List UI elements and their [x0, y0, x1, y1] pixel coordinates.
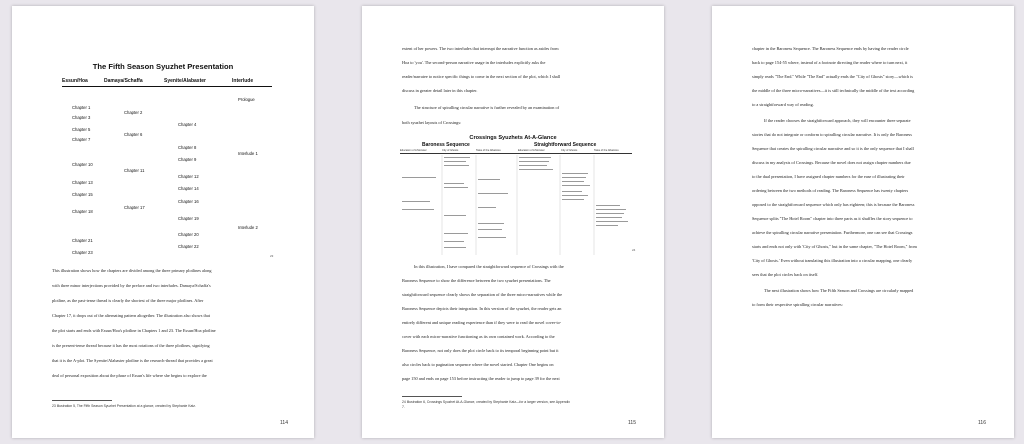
body-line: Baroness Sequence, not only does the plot circle back to its temporal beginning point but it	[402, 348, 559, 353]
body-line: reader/narratee to notice specific things to come in the next section of the plot, which I shall	[402, 74, 561, 79]
body-line: to a straightforward way of reading.	[752, 102, 814, 107]
footnote: 24 Illustration 6, Crossings Syuzhet At-A-Glance, created by Stephanie Katz—for a larger version, see Appendix	[402, 400, 570, 404]
damaya-chapter: Chapter 2	[124, 110, 143, 115]
page-number: 114	[280, 420, 288, 426]
chart-grid	[400, 155, 634, 255]
essun-chapter: Chapter 3	[72, 115, 91, 120]
col-header: Education of A Monster	[518, 149, 545, 152]
syenite-chapter: Chapter 20	[178, 232, 199, 237]
body-line: 'City of Ghosts.' Even without translating this illustration into a circular mapping, one clearly	[752, 258, 913, 263]
body-line: chapter in the Baroness Sequence. The Baroness Sequence ends by having the reader circle	[752, 46, 909, 51]
footnote-marker: 23	[270, 254, 274, 258]
col-header: Education of A Monster	[400, 149, 427, 152]
body-line: cover with each micro-narrative functioning as its own contained work. According to the	[402, 334, 555, 339]
essun-chapter: Chapter 15	[72, 192, 93, 197]
footnote-continued: 7.	[402, 405, 405, 409]
straightforward-heading: Straightforward Sequence	[534, 142, 597, 148]
interlude-entry: Interlude 2	[238, 225, 258, 230]
essun-chapter: Chapter 7	[72, 137, 91, 142]
body-line: ordering between the two methods of reading. The Baroness Sequence has twenty chapters	[752, 188, 909, 193]
col-header: Tales of the Albatross	[476, 149, 501, 152]
body-line: Hoa to 'you'. The second-person narrative usage in the interludes explicitly asks the	[402, 60, 546, 65]
body-line: The structure of spiralling circular narrative is further revealed by an examination of	[414, 105, 560, 110]
body-line: simply reads "The End." While "The End" actually ends the "City of Ghosts" story—which is	[752, 74, 913, 79]
body-line: both syuzhet layouts of Crossings:	[402, 120, 462, 125]
syenite-chapter: Chapter 14	[178, 186, 199, 191]
essun-chapter: Chapter 1	[72, 105, 91, 110]
chart-title: Crossings Syuzhets At-A-Glance	[469, 135, 557, 141]
body-line: Chapter 17, it drops out of the alternating pattern altogether. The illustration also shows that	[52, 313, 210, 318]
col-header: City of Ghosts	[561, 149, 578, 152]
essun-chapter: Chapter 10	[72, 162, 93, 167]
col-header: Damaya/Schaffa	[104, 78, 143, 84]
damaya-chapter: Chapter 17	[124, 205, 145, 210]
body-line: plotline, as the past-tense thread is clearly the shortest of the three major plotlines. After	[52, 298, 204, 303]
syenite-chapter: Chapter 16	[178, 199, 199, 204]
essun-chapter: Chapter 13	[72, 180, 93, 185]
body-line: is the present-tense thread because it has the most rotations of the three plotlines, signifying	[52, 343, 210, 348]
body-line: If the reader chooses the straightforward approach, they will encounter three separate	[764, 118, 911, 123]
body-line: stories that do not integrate or conform to spiralling circular narrative. It is only the Baroness	[752, 132, 912, 137]
essun-chapter: Chapter 18	[72, 209, 93, 214]
col-header: Essun/Hoa	[62, 78, 88, 84]
page-number: 115	[628, 420, 636, 426]
col-header: Tales of the Albatross	[594, 149, 619, 152]
damaya-chapter: Chapter 11	[124, 168, 145, 173]
body-line: Baroness Sequence depicts their integration. In this version of the syuzhet, the reader gets an	[402, 306, 562, 311]
syenite-chapter: Chapter 19	[178, 216, 199, 221]
chart-title: The Fifth Season Syuzhet Presentation	[92, 62, 234, 71]
body-line: achieve the spiralling circular narrative presentation. Furthermore, one can see that Crossings	[752, 230, 913, 235]
col-header: Syenite/Alabaster	[164, 78, 206, 84]
body-line: In this illustration, I have compared the straightforward sequence of Crossings with the	[414, 264, 564, 269]
syenite-chapter: Chapter 22	[178, 244, 199, 249]
page-116	[712, 6, 1014, 438]
body-line: discuss in my analysis of Crossings. Because the novel does not assign chapter numbers due	[752, 160, 911, 165]
syenite-chapter: Chapter 9	[178, 157, 197, 162]
interlude-entry: Interlude 1	[238, 151, 258, 156]
footnote-rule	[402, 396, 462, 397]
body-line: deal of personal exposition about the phase of Essun's life where she begins to explore the	[52, 373, 207, 378]
page-115	[362, 6, 664, 438]
body-line: to form their respective spiralling circular narratives:	[752, 302, 843, 307]
body-line: also circles back to pagination sequence where the novel started. Chapter One begins on	[402, 362, 554, 367]
footnote-marker: 24	[632, 248, 636, 252]
syenite-chapter: Chapter 8	[178, 145, 197, 150]
body-line: Sequence that creates the spiralling circular narrative and so it is the only sequence that I shall	[752, 146, 914, 151]
chart-rule	[400, 153, 632, 154]
syenite-chapter: Chapter 4	[178, 122, 197, 127]
page-114	[12, 6, 314, 438]
page-number: 116	[978, 420, 986, 426]
damaya-chapter: Chapter 6	[124, 132, 143, 137]
interlude-entry: Prologue	[238, 97, 255, 102]
body-line: extent of her powers. The two interludes that interrupt the narrative function as asides from	[402, 46, 559, 51]
body-line: straightforward sequence clearly shows the separation of the three micro-narratives while the	[402, 292, 562, 297]
essun-chapter: Chapter 23	[72, 250, 93, 255]
body-line: Baroness Sequence to show the difference between the two syuzhet presentations. The	[402, 278, 551, 283]
baroness-heading: Baroness Sequence	[422, 142, 470, 148]
essun-chapter: Chapter 5	[72, 127, 91, 132]
body-line: that it is the A-plot. The Syenite/Alabaster plotline is the research-thread that provides a great	[52, 358, 213, 363]
body-line: the middle of the three micro-narratives—it is still technically the middle of the text according	[752, 88, 915, 93]
body-line: with three minor interjections provided by the preface and two interludes. Damaya/Schaffa's	[52, 283, 211, 288]
body-line: discuss in greater detail later in this chapter.	[402, 88, 478, 93]
footnote-rule	[52, 400, 112, 401]
body-line: sees that the plot circles back on itself.	[752, 272, 819, 277]
body-line: back to page 154-55 where, instead of a footnote directing the reader where to turn next, it	[752, 60, 908, 65]
body-line: opposed to the straightforward sequence which only has eighteen; this is because the Baroness	[752, 202, 915, 207]
col-header: Interlude	[232, 78, 254, 84]
body-line: entirely different and unique reading experience than if they were to read the novel cover-to-	[402, 320, 562, 325]
body-line: starts and ends not only with 'City of Ghosts," but in the same chapter, "The Hotel Room," from	[752, 244, 917, 249]
essun-chapter: Chapter 21	[72, 238, 93, 243]
body-line: This illustration shows how the chapters are divided among the three primary plotlines along	[52, 268, 212, 273]
body-line: The next illustration shows how The Fifth Season and Crossings are circularly mapped	[764, 288, 914, 293]
body-line: Sequence splits "The Hotel Room" chapter into three parts as it shuffles the story sequence to	[752, 216, 913, 221]
body-line: to the dual presentation, I have assigned chapter numbers for the ease of illustrating their	[752, 174, 905, 179]
footnote: 23 Illustration 5, The Fifth Season Syuzhet Presentation at a glance, created by Stephanie Katz.	[52, 404, 196, 408]
header-rule	[62, 86, 272, 87]
col-header: City of Ghosts	[442, 149, 459, 152]
body-line: page 150 and ends on page 153 before instructing the reader to jump to page 39 for the next	[402, 376, 560, 381]
syenite-chapter: Chapter 12	[178, 174, 199, 179]
body-line: the plot starts and ends with Essun/Hoa's plotline in Chapters 1 and 23. The Essun/Hoa plotline	[52, 328, 216, 333]
